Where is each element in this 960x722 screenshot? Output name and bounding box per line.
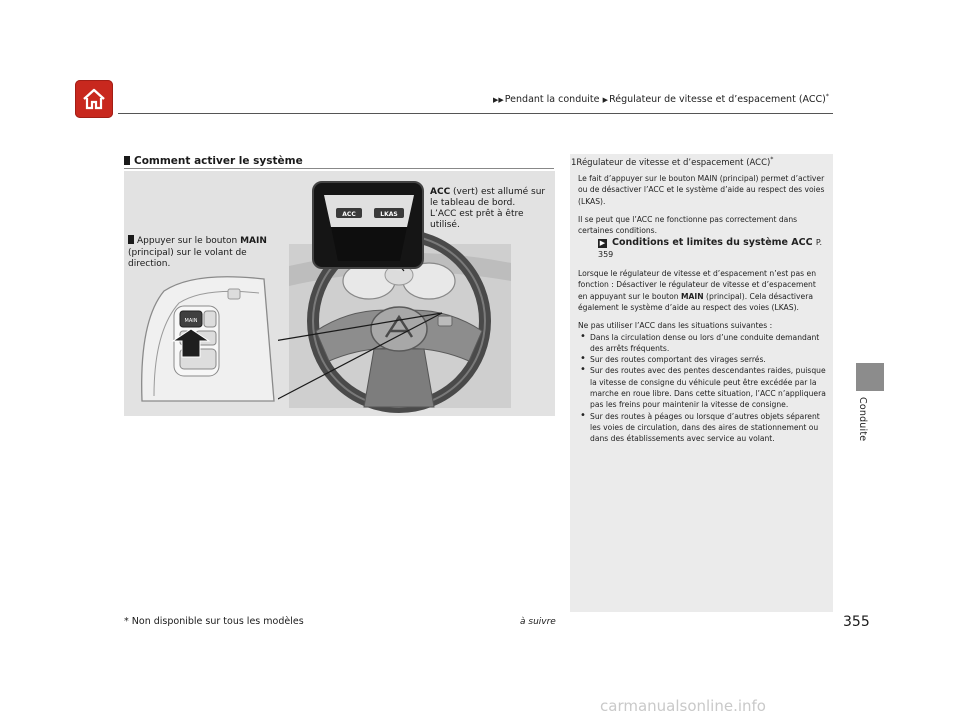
section-divider (124, 168, 554, 169)
sidebar-heading: 1Régulateur de vitesse et d’espacement (ACC)* (571, 156, 774, 168)
list-item: • Sur des routes avec des pentes descendantes raides, puisque la vitesse de consigne du véhicule peut être excédée par la marche en roue libre. Dans cette situation, l’ACC n’appliquera pas les freins pour maintenir la vitesse de consigne. (578, 365, 826, 410)
callout-main-button: Appuyer sur le bouton MAIN (principal) sur le volant de direction. (128, 236, 267, 269)
sidebar-paragraph: Le fait d’appuyer sur le bouton MAIN (principal) permet d’activer ou de désactiver l’ACC et le système d’aide au respect des voies (LKAS). (578, 174, 825, 206)
header-divider (118, 113, 833, 114)
sidebar-paragraph: Il se peut que l’ACC ne fonctionne pas correctement dans certaines conditions. (578, 214, 798, 236)
acc-indicator: ACC (342, 211, 356, 218)
lkas-indicator: LKAS (380, 211, 398, 218)
callout-acc-indicator: ACC (vert) est allumé sur le tableau de bord. L’ACC est prêt à être utilisé. (430, 187, 546, 230)
main-button-label: MAIN (184, 318, 198, 324)
breadcrumb-item[interactable]: Pendant la conduite (504, 94, 600, 106)
chapter-label: Conduite (857, 397, 868, 442)
watermark: carmanualsonline.info (600, 697, 766, 715)
sidebar-body (578, 173, 826, 445)
list-item: • Sur des routes comportant des virages serrés. (578, 354, 826, 365)
list-item: • Dans la circulation dense ou lors d’une conduite demandant des arrêts fréquents. (578, 332, 826, 355)
sidebar-paragraph: Lorsque le régulateur de vitesse et d’espacement n’est pas en fonction : Désactiver le régulateur de vitesse et d’espacement en appuyant sur le bouton MAIN (principal). Cela désactivera également le système d’aide au respect des voies (LKAS). (578, 269, 817, 312)
page-reference-link[interactable]: ▶ Conditions et limites du système ACC P. 359 (598, 237, 823, 259)
continued-label: à suivre (520, 617, 556, 627)
breadcrumb-current: Régulateur de vitesse et d’espacement (ACC) (609, 94, 826, 106)
footnote: * Non disponible sur tous les modèles (124, 616, 304, 627)
home-icon (81, 87, 107, 111)
chapter-tab-marker (856, 363, 884, 391)
breadcrumb: ▶▶Pendant la conduite ▶Régulateur de vitesse et d’espacement (ACC)* (493, 93, 829, 106)
sidebar-paragraph: Ne pas utiliser l’ACC dans les situations suivantes : (578, 321, 773, 331)
bullet-list (578, 332, 826, 445)
arrow-right-icon: ▶ (599, 239, 606, 248)
section-title: Comment activer le système (124, 155, 303, 167)
page-number: 355 (843, 614, 870, 630)
list-item: • Sur des routes à péages ou lorsque d’autres objets séparent les voies de circulation, dans des aires de stationnement ou dans des établissements avec service au volant. (578, 411, 826, 445)
home-button[interactable] (75, 80, 113, 118)
